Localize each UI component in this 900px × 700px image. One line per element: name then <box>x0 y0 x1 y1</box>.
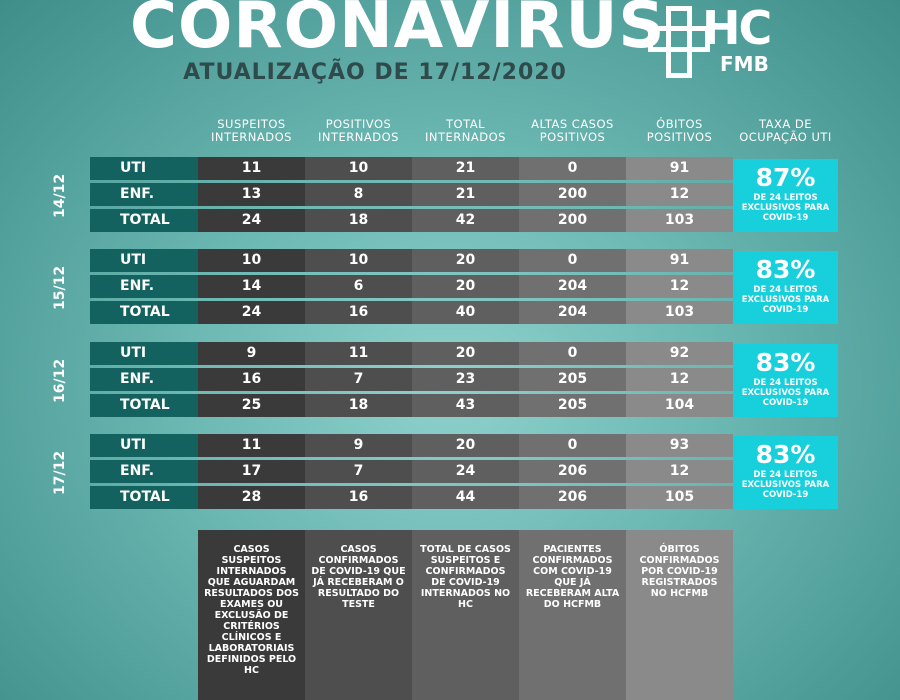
table-cell: 20 <box>412 434 519 457</box>
table-cell: 200 <box>519 209 626 232</box>
logo-fmb-text: FMB <box>720 52 769 76</box>
occupancy-rate-box <box>733 436 838 509</box>
table-cell: 12 <box>626 460 733 483</box>
occupancy-rate-description: DE 24 LEITOS EXCLUSIVOS PARA COVID-19 <box>741 378 830 408</box>
occupancy-rate-description: DE 24 LEITOS EXCLUSIVOS PARA COVID-19 <box>741 193 830 223</box>
note-total: TOTAL DE CASOS SUSPEITOS E CONFIRMADOS DE COVID-19 INTERNADOS NO HC <box>412 530 519 700</box>
occupancy-rate-value: 83% <box>755 348 816 377</box>
column-header-taxa: TAXA DE OCUPAÇÃO UTI <box>739 117 832 144</box>
table-cell: 205 <box>519 394 626 417</box>
row-label: ENF. <box>90 460 198 483</box>
occupancy-rate-description: DE 24 LEITOS EXCLUSIVOS PARA COVID-19 <box>741 285 830 315</box>
table-cell: 12 <box>626 275 733 298</box>
row-label: ENF. <box>90 368 198 391</box>
note-altas: PACIENTES CONFIRMADOS COM COVID-19 QUE JÁ RECEBERAM ALTA DO HCFMB <box>519 530 626 700</box>
update-subtitle: ATUALIZAÇÃO DE 17/12/2020 <box>183 60 567 85</box>
table-cell: 12 <box>626 368 733 391</box>
row-label: ENF. <box>90 275 198 298</box>
table-cell: 206 <box>519 486 626 509</box>
column-header-suspeitos: SUSPEITOS INTERNADOS <box>211 117 292 144</box>
table-cell: 10 <box>305 249 412 272</box>
table-cell: 21 <box>412 157 519 180</box>
page-title: CORONAVIRUS <box>130 0 666 63</box>
date-label: 16/12 <box>52 358 68 404</box>
table-cell: 18 <box>305 209 412 232</box>
row-label: TOTAL <box>90 394 198 417</box>
table-cell: 6 <box>305 275 412 298</box>
logo-hc-text: HC <box>702 1 771 55</box>
table-cell: 16 <box>305 301 412 324</box>
table-cell: 104 <box>626 394 733 417</box>
column-header-altas: ALTAS CASOS POSITIVOS <box>531 117 614 144</box>
occupancy-rate-box <box>733 344 838 417</box>
note-obitos: ÓBITOS CONFIRMADOS POR COVID-19 REGISTRADOS NO HCFMB <box>626 530 733 700</box>
table-cell: 9 <box>305 434 412 457</box>
occupancy-rate-value: 83% <box>755 255 816 284</box>
table-cell: 0 <box>519 249 626 272</box>
table-cell: 7 <box>305 368 412 391</box>
table-cell: 43 <box>412 394 519 417</box>
table-cell: 11 <box>198 157 305 180</box>
table-cell: 24 <box>198 209 305 232</box>
table-cell: 40 <box>412 301 519 324</box>
table-cell: 44 <box>412 486 519 509</box>
occupancy-rate-box <box>733 159 838 232</box>
table-cell: 93 <box>626 434 733 457</box>
date-label: 14/12 <box>52 173 68 219</box>
occupancy-rate-value: 87% <box>755 163 816 192</box>
table-cell: 200 <box>519 183 626 206</box>
note-suspeitos: CASOS SUSPEITOS INTERNADOS QUE AGUARDAM RESULTADOS DOS EXAMES OU EXCLUSÃO DE CRITÉRIOS CLÍNICOS E LABORATORIAIS DEFINIDOS PELO HC <box>198 530 305 700</box>
table-cell: 16 <box>198 368 305 391</box>
row-label: UTI <box>90 249 198 272</box>
occupancy-rate-value: 83% <box>755 440 816 469</box>
table-cell: 10 <box>305 157 412 180</box>
table-cell: 21 <box>412 183 519 206</box>
table-cell: 42 <box>412 209 519 232</box>
table-cell: 103 <box>626 209 733 232</box>
table-cell: 103 <box>626 301 733 324</box>
table-cell: 204 <box>519 301 626 324</box>
hcfmb-logo <box>648 2 778 82</box>
table-cell: 28 <box>198 486 305 509</box>
table-cell: 0 <box>519 342 626 365</box>
column-header-total: TOTAL INTERNADOS <box>425 117 506 144</box>
table-cell: 20 <box>412 342 519 365</box>
table-cell: 206 <box>519 460 626 483</box>
table-cell: 11 <box>198 434 305 457</box>
table-cell: 23 <box>412 368 519 391</box>
row-label: TOTAL <box>90 209 198 232</box>
table-cell: 17 <box>198 460 305 483</box>
table-cell: 24 <box>412 460 519 483</box>
table-cell: 18 <box>305 394 412 417</box>
table-cell: 7 <box>305 460 412 483</box>
note-positivos: CASOS CONFIRMADOS DE COVID-19 QUE JÁ RECEBERAM O RESULTADO DO TESTE <box>305 530 412 700</box>
date-label: 17/12 <box>52 450 68 496</box>
table-cell: 91 <box>626 249 733 272</box>
date-block <box>0 342 900 420</box>
table-cell: 14 <box>198 275 305 298</box>
table-cell: 24 <box>198 301 305 324</box>
table-cell: 25 <box>198 394 305 417</box>
table-cell: 205 <box>519 368 626 391</box>
table-cell: 20 <box>412 249 519 272</box>
row-label: ENF. <box>90 183 198 206</box>
table-cell: 91 <box>626 157 733 180</box>
table-cell: 10 <box>198 249 305 272</box>
table-cell: 0 <box>519 434 626 457</box>
column-header-positivos: POSITIVOS INTERNADOS <box>318 117 399 144</box>
table-cell: 12 <box>626 183 733 206</box>
occupancy-rate-description: DE 24 LEITOS EXCLUSIVOS PARA COVID-19 <box>741 470 830 500</box>
row-label: TOTAL <box>90 301 198 324</box>
row-label: UTI <box>90 434 198 457</box>
table-cell: 9 <box>198 342 305 365</box>
table-cell: 13 <box>198 183 305 206</box>
row-label: TOTAL <box>90 486 198 509</box>
table-cell: 8 <box>305 183 412 206</box>
row-label: UTI <box>90 157 198 180</box>
occupancy-rate-box <box>733 251 838 324</box>
table-cell: 105 <box>626 486 733 509</box>
date-block <box>0 434 900 512</box>
table-cell: 0 <box>519 157 626 180</box>
table-cell: 92 <box>626 342 733 365</box>
column-header-obitos: ÓBITOS POSITIVOS <box>646 117 713 144</box>
table-cell: 16 <box>305 486 412 509</box>
table-cell: 11 <box>305 342 412 365</box>
cross-icon <box>648 6 708 78</box>
table-cell: 204 <box>519 275 626 298</box>
table-cell: 20 <box>412 275 519 298</box>
date-block <box>0 249 900 327</box>
date-label: 15/12 <box>52 265 68 311</box>
row-label: UTI <box>90 342 198 365</box>
date-block <box>0 157 900 235</box>
